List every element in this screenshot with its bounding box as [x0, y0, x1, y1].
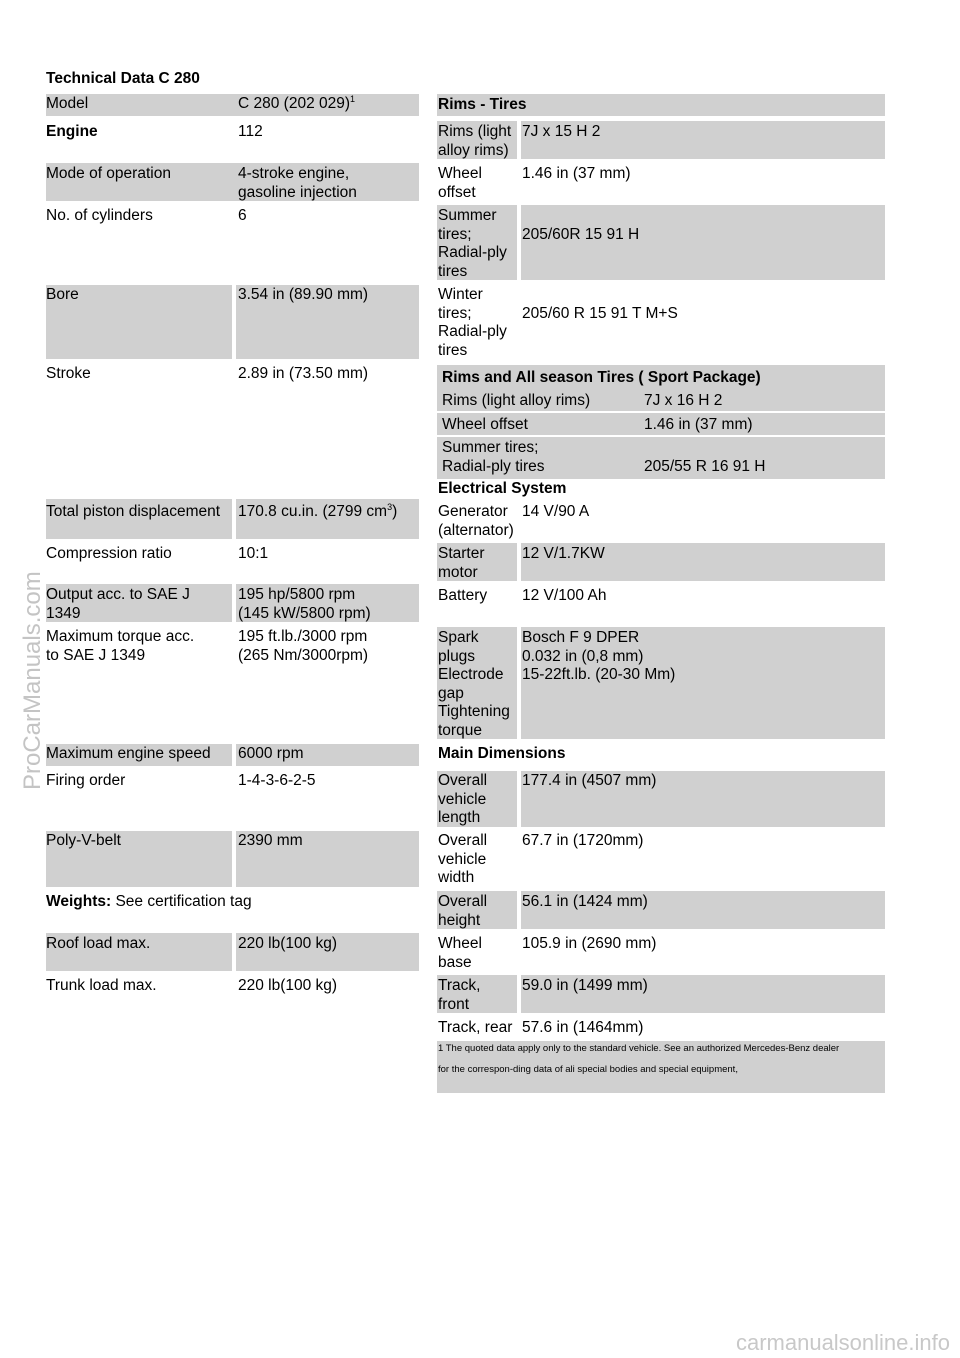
wheelbase-label-line: base	[438, 953, 472, 971]
generator-value: 14 V/90 A	[522, 503, 590, 520]
sport-rims-value: 7J x 16 H 2	[644, 392, 723, 409]
page-title: Technical Data C 280	[46, 70, 200, 87]
spark-value-line: 0.032 in (0,8 mm)	[522, 647, 644, 665]
track-front-label-line: Track,	[438, 977, 481, 994]
spark-value-line: Bosch F 9 DPER	[522, 629, 640, 646]
battery-label: Battery	[438, 587, 488, 604]
roof-load-label: Roof load max.	[46, 935, 151, 952]
footnote-line: for the correspon-ding data of ali special bodies and special equipment,	[438, 1064, 738, 1075]
spark-label-line: Tightening	[438, 703, 510, 720]
generator-label-line: (alternator)	[438, 521, 514, 539]
starter-label-line: motor	[438, 563, 478, 581]
wheelbase-label	[438, 935, 482, 972]
length-label-line: length	[438, 809, 481, 826]
track-front-value: 59.0 in (1499 mm)	[522, 977, 648, 994]
spark-label-line: torque	[438, 721, 482, 739]
belt-label: Poly-V-belt	[46, 832, 121, 849]
winter-tires-label-line: Winter	[438, 286, 483, 303]
superscript: 3	[387, 502, 393, 512]
cylinders-label: No. of cylinders	[46, 207, 153, 224]
engine-speed-value: 6000 rpm	[238, 745, 304, 762]
sport-offset-label: Wheel offset	[442, 416, 528, 433]
sport-offset-value: 1.46 in (37 mm)	[644, 416, 753, 433]
width-value: 67.7 in (1720mm)	[522, 832, 644, 849]
track-rear-label: Track, rear	[438, 1019, 513, 1036]
mode-value-line: gasoline injection	[238, 183, 357, 201]
model-value: C 280 (202 029)$^1$	[238, 94, 356, 112]
firing-order-value: 1-4-3-6-2-5	[238, 772, 316, 789]
torque-label	[46, 628, 194, 665]
summer-tires-label-line: Radial-ply	[438, 244, 507, 261]
compression-value: 10:1	[238, 545, 269, 562]
stroke-value: 2.89 in (73.50 mm)	[238, 365, 369, 382]
bore-value: 3.54 in (89.90 mm)	[238, 286, 369, 303]
width-label-line: width	[438, 869, 475, 886]
sport-summer-label-line: Radial-ply tires	[442, 457, 545, 475]
output-label	[46, 586, 190, 623]
winter-tires-label-line: Radial-ply	[438, 323, 507, 340]
summer-tires-label-line: tires;	[438, 225, 472, 243]
track-rear-value: 57.6 in (1464mm)	[522, 1019, 644, 1036]
mode-value	[238, 165, 357, 202]
sport-summer-label	[442, 439, 545, 476]
torque-label-line: Maximum torque acc.	[46, 628, 195, 645]
generator-label	[438, 503, 514, 540]
width-label	[438, 832, 487, 888]
belt-value: 2390 mm	[238, 832, 303, 849]
weights-row	[46, 893, 252, 912]
sport-summer-label-line: Summer tires;	[442, 439, 539, 456]
engine-speed-label: Maximum engine speed	[46, 745, 211, 762]
winter-tires-label-line: tires	[438, 341, 468, 359]
torque-value-line: (265 Nm/3000rpm)	[238, 646, 369, 664]
rims-tires-heading: Rims - Tires	[438, 96, 527, 113]
sport-summer-value: 205/55 R 16 91 H	[644, 458, 766, 475]
footer-watermark: carmanualsonline.info	[735, 1329, 950, 1355]
engine-value: 112	[238, 123, 263, 140]
battery-value: 12 V/100 Ah	[522, 587, 607, 604]
roof-load-value: 220 lb(100 kg)	[238, 935, 338, 952]
length-label-line: vehicle	[438, 790, 487, 808]
footnote	[438, 1038, 885, 1080]
rims-label-line: Rims (light	[438, 123, 512, 140]
electrical-heading: Electrical System	[438, 480, 567, 497]
firing-order-label: Firing order	[46, 772, 126, 789]
trunk-load-value: 220 lb(100 kg)	[238, 977, 338, 994]
weights-label: Weights:	[46, 893, 112, 910]
torque-value-line: 195 ft.lb./3000 rpm	[238, 628, 368, 645]
summer-tires-value: 205/60R 15 91 H	[522, 226, 640, 243]
spark-label-line: gap	[438, 684, 464, 702]
wheel-offset-label	[438, 165, 482, 202]
height-label-line: height	[438, 911, 481, 929]
starter-label	[438, 545, 485, 582]
summer-tires-label	[438, 207, 507, 281]
wheelbase-label-line: Wheel	[438, 935, 482, 952]
footnote-ref: 1	[350, 94, 356, 104]
wheel-offset-value: 1.46 in (37 mm)	[522, 165, 631, 182]
torque-label-line: to SAE J 1349	[46, 646, 146, 664]
torque-value	[238, 628, 368, 665]
wheelbase-value: 105.9 in (2690 mm)	[522, 935, 657, 952]
mode-label: Mode of operation	[46, 165, 171, 182]
spark-plugs-label	[438, 629, 510, 740]
height-label	[438, 893, 487, 930]
rims-label-line: alloy rims)	[438, 141, 509, 159]
sport-rims-label: Rims (light alloy rims)	[442, 392, 591, 409]
rims-label	[438, 123, 511, 160]
weights-value: See certification tag	[111, 893, 252, 910]
main-dimensions-heading: Main Dimensions	[438, 745, 566, 762]
width-label-line: vehicle	[438, 850, 487, 868]
summer-tires-label-line: Summer	[438, 207, 497, 224]
track-front-label	[438, 977, 480, 1014]
track-front-label-line: front	[438, 995, 470, 1013]
spark-label-line: Electrode	[438, 666, 504, 683]
sport-package-heading: Rims and All season Tires ( Sport Package)	[442, 369, 761, 386]
output-value	[238, 586, 371, 623]
spark-label-line: plugs	[438, 647, 476, 665]
height-label-line: Overall	[438, 893, 488, 910]
winter-tires-value: 205/60 R 15 91 T M+S	[522, 305, 678, 322]
stroke-label: Stroke	[46, 365, 91, 382]
length-value: 177.4 in (4507 mm)	[522, 772, 657, 789]
wheel-offset-label-line: Wheel	[438, 165, 482, 182]
length-label	[438, 772, 487, 828]
winter-tires-label	[438, 286, 507, 360]
model-label: Model	[46, 95, 89, 112]
starter-label-line: Starter	[438, 545, 485, 562]
displacement-label: Total piston displacement	[46, 503, 221, 520]
compression-label: Compression ratio	[46, 545, 172, 562]
height-value: 56.1 in (1424 mm)	[522, 893, 648, 910]
mode-value-line: 4-stroke engine,	[238, 165, 350, 182]
output-value-line: (145 kW/5800 rpm)	[238, 604, 371, 622]
summer-tires-label-line: tires	[438, 262, 468, 280]
winter-tires-label-line: tires;	[438, 304, 472, 322]
spark-label-line: Spark	[438, 629, 479, 646]
output-value-line: 195 hp/5800 rpm	[238, 586, 356, 603]
starter-value: 12 V/1.7KW	[522, 545, 605, 562]
footnote-line: 1 The quoted data apply only to the standard vehicle. See an authorized Mercedes-Benz dealer	[438, 1043, 840, 1054]
cylinders-value: 6	[238, 207, 247, 224]
bore-label: Bore	[46, 286, 79, 303]
length-label-line: Overall	[438, 772, 488, 789]
wheel-offset-label-line: offset	[438, 183, 476, 201]
output-label-line: Output acc. to SAE J	[46, 586, 190, 603]
output-label-line: 1349	[46, 604, 81, 622]
generator-label-line: Generator	[438, 503, 508, 520]
row-bg-model	[46, 94, 419, 116]
width-label-line: Overall	[438, 832, 488, 849]
engine-label: Engine	[46, 123, 98, 140]
rims-value: 7J x 15 H 2	[522, 123, 601, 140]
spark-value-line: 15-22ft.lb. (20-30 Mm)	[522, 666, 676, 683]
trunk-load-label: Trunk load max.	[46, 977, 157, 994]
side-watermark: ProCarManuals.com	[19, 571, 46, 790]
spark-plugs-value	[522, 629, 675, 685]
displacement-value: 170.8 cu.in. (2799 $cm^3$)	[238, 502, 398, 520]
